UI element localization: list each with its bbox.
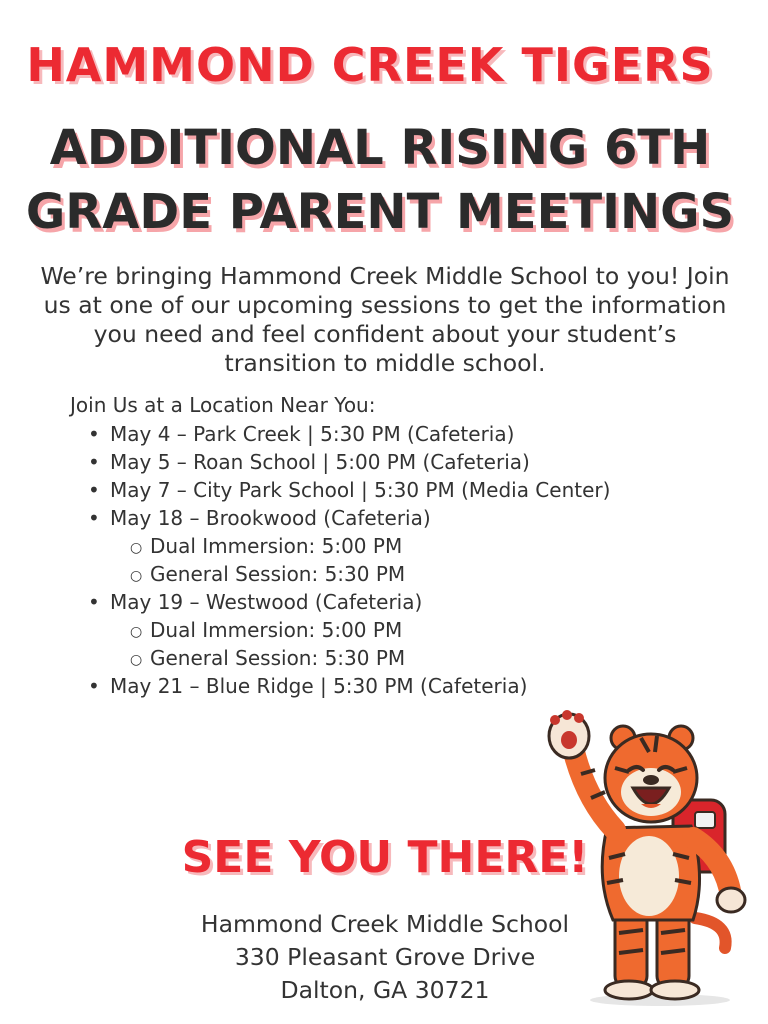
school-title: HAMMOND CREEK TIGERS xyxy=(26,38,714,92)
see-you-there-heading: SEE YOU THERE! xyxy=(181,832,589,883)
bullet-icon: • xyxy=(88,450,100,474)
tiger-mascot-icon xyxy=(545,708,760,1008)
school-address xyxy=(160,908,610,1007)
event-text: May 4 – Park Creek | 5:30 PM (Cafeteria) xyxy=(110,422,515,446)
event-text: May 18 – Brookwood (Cafeteria) xyxy=(110,506,431,530)
event-subitem-text: General Session: 5:30 PM xyxy=(150,562,406,586)
event-item xyxy=(88,476,610,504)
bullet-icon: • xyxy=(88,422,100,446)
event-text: May 21 – Blue Ridge | 5:30 PM (Cafeteria) xyxy=(110,674,528,698)
event-text: May 7 – City Park School | 5:30 PM (Media Center) xyxy=(110,478,611,502)
event-subitem xyxy=(88,616,610,644)
bullet-icon: • xyxy=(88,674,100,698)
event-item xyxy=(88,588,610,616)
headline-line-1: ADDITIONAL RISING 6TH xyxy=(49,120,711,176)
bullet-icon: • xyxy=(88,590,100,614)
locations-label: Join Us at a Location Near You: xyxy=(70,393,376,417)
address-line-1: Hammond Creek Middle School xyxy=(200,910,570,938)
event-text: May 5 – Roan School | 5:00 PM (Cafeteria) xyxy=(110,450,530,474)
sub-bullet-icon: ○ xyxy=(130,624,143,640)
event-subitem xyxy=(88,532,610,560)
event-item xyxy=(88,420,610,448)
intro-paragraph: We’re bringing Hammond Creek Middle School to you! Join us at one of our upcoming sessions to get the information you need and feel confident about your student’s transition to middle school. xyxy=(40,262,730,377)
event-text: May 19 – Westwood (Cafeteria) xyxy=(110,590,423,614)
event-subitem xyxy=(88,560,610,588)
event-list xyxy=(88,420,610,700)
address-line-2: 330 Pleasant Grove Drive xyxy=(234,943,536,971)
event-item xyxy=(88,672,610,700)
event-subitem xyxy=(88,644,610,672)
event-subitem-text: General Session: 5:30 PM xyxy=(150,646,406,670)
event-item xyxy=(88,504,610,532)
headline xyxy=(0,116,760,244)
sub-bullet-icon: ○ xyxy=(130,652,143,668)
sub-bullet-icon: ○ xyxy=(130,568,143,584)
event-subitem-text: Dual Immersion: 5:00 PM xyxy=(150,618,403,642)
address-line-3: Dalton, GA 30721 xyxy=(280,976,490,1004)
headline-line-2: GRADE PARENT MEETINGS xyxy=(25,184,735,240)
bullet-icon: • xyxy=(88,478,100,502)
bullet-icon: • xyxy=(88,506,100,530)
event-subitem-text: Dual Immersion: 5:00 PM xyxy=(150,534,403,558)
event-item xyxy=(88,448,610,476)
sub-bullet-icon: ○ xyxy=(130,540,143,556)
